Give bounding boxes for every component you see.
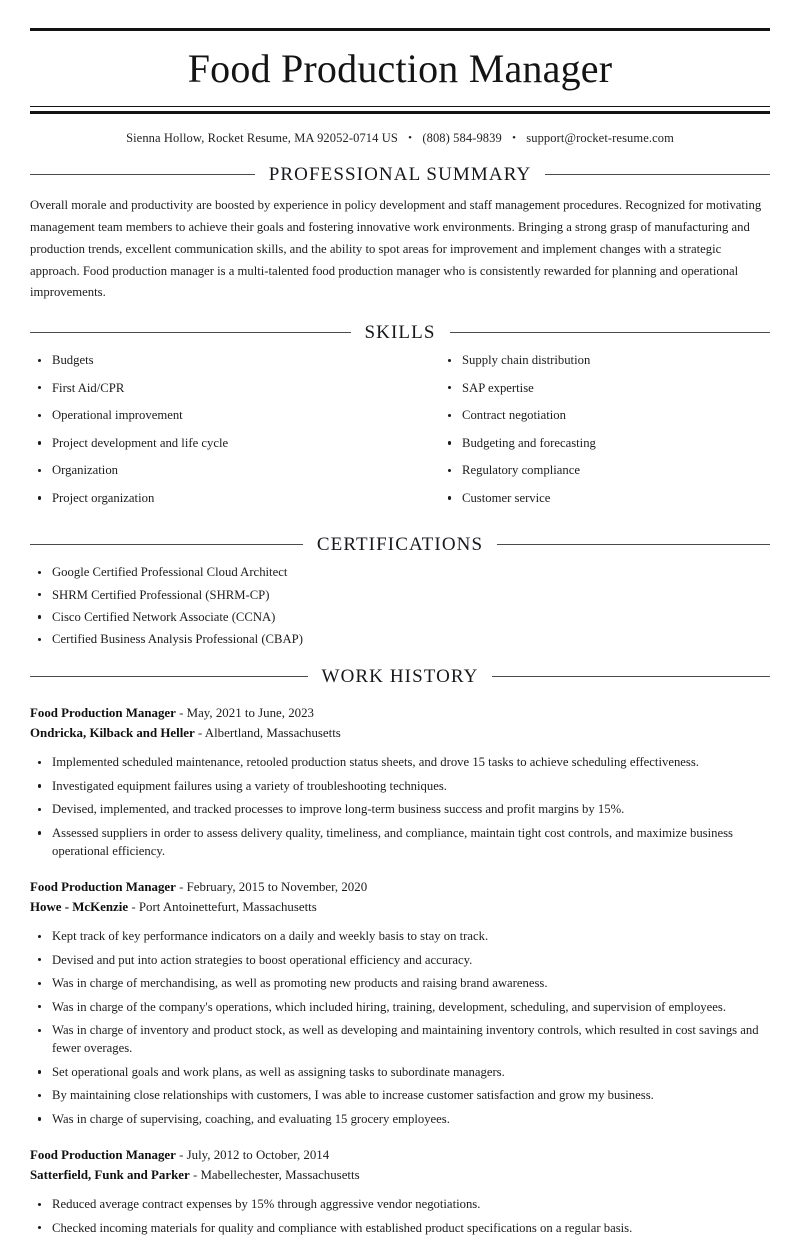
resume-page: [0, 28, 800, 1235]
list-item: SHRM Certified Professional (SHRM-CP): [30, 586, 770, 604]
list-item: By maintaining close relationships with customers, I was able to increase customer satisfaction and grow my business.: [30, 1086, 770, 1104]
job-company: Ondricka, Kilback and Heller: [30, 725, 195, 740]
job-location: Port Antoinettefurt, Massachusetts: [138, 899, 317, 914]
skills-list-right: [440, 351, 770, 507]
job-company-line: [30, 724, 770, 744]
list-item: First Aid/CPR: [30, 379, 400, 397]
contact-separator-1: •: [408, 132, 413, 144]
section-rule-right: [492, 676, 770, 677]
job-separator: -: [192, 1167, 198, 1182]
job-bullet-list: [30, 927, 770, 1128]
job-dates: February, 2015 to November, 2020: [186, 879, 368, 894]
header-bottom-rule: [30, 106, 770, 114]
skills-columns: [30, 351, 770, 516]
section-rule-left: [30, 676, 308, 677]
section-work-history: [30, 667, 770, 1237]
list-item: Checked incoming materials for quality and compliance with established product specifications on a regular basis.: [30, 1219, 770, 1237]
job-company: Satterfield, Funk and Parker: [30, 1167, 190, 1182]
work-history-entry: [30, 704, 770, 860]
skills-list-left: [30, 351, 400, 507]
contact-phone: (808) 584-9839: [422, 131, 502, 145]
section-title-skills: SKILLS: [364, 322, 436, 344]
work-history-entry: [30, 878, 770, 1128]
section-certifications: [30, 535, 770, 648]
job-location: Albertland, Massachusetts: [204, 725, 341, 740]
section-skills: [30, 323, 770, 516]
job-location: Mabellechester, Massachusetts: [200, 1167, 360, 1182]
list-item: Cisco Certified Network Associate (CCNA): [30, 608, 770, 626]
list-item: Set operational goals and work plans, as well as assigning tasks to subordinate managers.: [30, 1063, 770, 1081]
list-item: Reduced average contract expenses by 15% through aggressive vendor negotiations.: [30, 1195, 770, 1213]
list-item: SAP expertise: [440, 379, 770, 397]
list-item: Contract negotiation: [440, 406, 770, 424]
job-separator: -: [131, 899, 136, 914]
list-item: Project organization: [30, 489, 400, 507]
certifications-list: [30, 563, 770, 648]
list-item: Organization: [30, 461, 400, 479]
page-title: Food Production Manager: [187, 46, 613, 91]
list-item: Google Certified Professional Cloud Architect: [30, 563, 770, 581]
job-title: Food Production Manager: [30, 1147, 176, 1162]
list-item: Was in charge of supervising, coaching, and evaluating 15 grocery employees.: [30, 1110, 770, 1128]
list-item: Was in charge of merchandising, as well as promoting new products and raising brand awareness.: [30, 974, 770, 992]
section-header-summary: [30, 165, 770, 184]
contact-address: Sienna Hollow, Rocket Resume, MA 92052-0714 US: [126, 131, 398, 145]
job-company-line: [30, 898, 770, 918]
list-item: Implemented scheduled maintenance, retooled production status sheets, and drove 15 tasks to achieve scheduling effectiveness.: [30, 753, 770, 771]
list-item: Project development and life cycle: [30, 434, 400, 452]
job-separator: -: [197, 725, 203, 740]
section-professional-summary: [30, 165, 770, 304]
list-item: Supply chain distribution: [440, 351, 770, 369]
list-item: Budgeting and forecasting: [440, 434, 770, 452]
work-history-entry: [30, 1146, 770, 1237]
job-dates: July, 2012 to October, 2014: [186, 1147, 330, 1162]
contact-line: [30, 131, 770, 146]
job-bullet-list: [30, 753, 770, 860]
list-item: Budgets: [30, 351, 400, 369]
job-separator: -: [179, 1147, 184, 1162]
job-bullet-list: [30, 1195, 770, 1237]
list-item: Certified Business Analysis Professional (CBAP): [30, 630, 770, 648]
job-company-line: [30, 1166, 770, 1186]
job-title-line: [30, 1146, 770, 1166]
section-title-work-history: WORK HISTORY: [321, 666, 479, 688]
list-item: Regulatory compliance: [440, 461, 770, 479]
list-item: Was in charge of the company's operations, which included hiring, training, development, scheduling, and supervision of employees.: [30, 998, 770, 1016]
contact-separator-2: •: [512, 132, 517, 144]
resume-content: [30, 28, 770, 1237]
skills-column-left: [30, 351, 400, 516]
section-title-summary: PROFESSIONAL SUMMARY: [268, 164, 532, 185]
header-top-rule: [30, 28, 770, 31]
list-item: Customer service: [440, 489, 770, 507]
job-title-line: [30, 878, 770, 898]
section-rule-left: [30, 544, 303, 545]
job-title: Food Production Manager: [30, 706, 176, 721]
list-item: Kept track of key performance indicators on a daily and weekly basis to stay on track.: [30, 927, 770, 945]
section-title-certifications: CERTIFICATIONS: [316, 534, 484, 556]
section-header-skills: [30, 323, 770, 342]
job-title-line: [30, 704, 770, 724]
job-title: Food Production Manager: [30, 879, 176, 894]
summary-paragraph: Overall morale and productivity are boosted by experience in policy development and staff management procedures. Recognized for motivating management team members to achieve their goals and fostering innovative work environments. Bringing a strong grasp of manufacturing and production trends, excellent communication skills, and the ability to spot areas for improvement and implement changes with a strategic approach. Food production manager is a multi-talented food production manager who is consistently rewarded for planning and operational improvements.: [30, 198, 762, 300]
section-rule-left: [30, 332, 351, 333]
list-item: Assessed suppliers in order to assess delivery quality, timeliness, and compliance, maintain tight cost controls, and maximize business operational efficiency.: [30, 824, 770, 860]
list-item: Was in charge of inventory and product stock, as well as developing and maintaining inventory controls, which resulted in cost savings and fewer overages.: [30, 1021, 770, 1057]
section-rule-right: [497, 544, 770, 545]
job-separator: -: [179, 879, 184, 894]
contact-email: support@rocket-resume.com: [526, 131, 674, 145]
section-rule-left: [30, 174, 255, 175]
job-company: Howe - McKenzie: [30, 899, 129, 914]
section-rule-right: [545, 174, 770, 175]
job-dates: May, 2021 to June, 2023: [186, 706, 314, 721]
list-item: Operational improvement: [30, 406, 400, 424]
section-header-certifications: [30, 535, 770, 554]
section-rule-right: [450, 332, 771, 333]
list-item: Investigated equipment failures using a variety of troubleshooting techniques.: [30, 777, 770, 795]
job-separator: -: [179, 706, 184, 721]
list-item: Devised and put into action strategies to boost operational efficiency and accuracy.: [30, 951, 770, 969]
skills-column-right: [400, 351, 770, 516]
list-item: Devised, implemented, and tracked processes to improve long-term business success and profit margins by 15%.: [30, 800, 770, 818]
section-header-work-history: [30, 667, 770, 686]
